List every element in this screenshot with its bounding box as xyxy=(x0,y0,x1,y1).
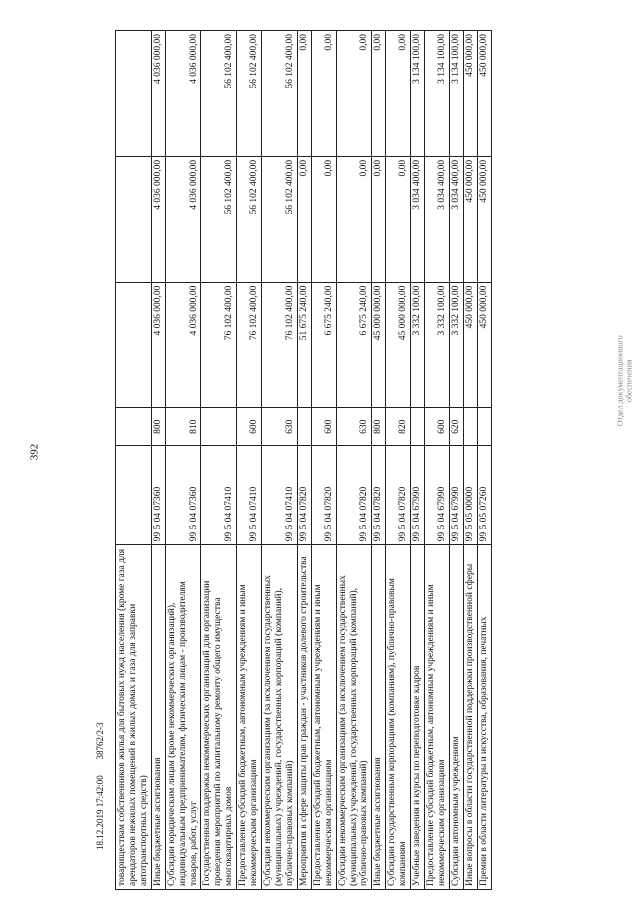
row-amount-1: 76 102 400,00 xyxy=(262,282,298,408)
row-expense-type xyxy=(463,408,477,446)
stamp-line-1: Отдел документационного xyxy=(615,335,625,427)
row-amount-3: 4 036 000,00 xyxy=(165,31,201,157)
row-amount-2: 3 034 400,00 xyxy=(425,156,450,282)
row-amount-2: 0,00 xyxy=(336,156,372,282)
table-row xyxy=(237,31,262,890)
row-expense-type: 810 xyxy=(165,408,201,446)
row-code: 99 5 04 07410 xyxy=(237,446,262,545)
row-expense-type: 620 xyxy=(449,408,463,446)
row-amount-3: 4 036 000,00 xyxy=(151,31,165,157)
row-code: 99 5 04 07820 xyxy=(336,446,372,545)
row-amount-1: 3 332 100,00 xyxy=(411,282,425,408)
row-code: 99 5 04 07410 xyxy=(262,446,298,545)
row-code: 99 5 04 07410 xyxy=(201,446,237,545)
row-amount-2: 450 000,00 xyxy=(463,156,477,282)
row-expense-type xyxy=(201,408,237,446)
row-code: 99 5 05 00000 xyxy=(463,446,477,545)
table-row xyxy=(386,31,411,890)
table-row xyxy=(151,31,165,890)
row-code: 99 5 04 07820 xyxy=(386,446,411,545)
row-expense-type: 630 xyxy=(262,408,298,446)
row-expense-type: 800 xyxy=(151,408,165,446)
row-code: 99 5 04 07820 xyxy=(372,446,386,545)
row-amount-2: 56 102 400,00 xyxy=(201,156,237,282)
row-name: Субсидии автономным учреждениям xyxy=(449,545,463,890)
row-name: товариществам собственников жилья для бытовых нужд населения (кроме газа для арендаторов нежилых помещений в жилых домах и газа для заправки автотранспортных средств) xyxy=(116,545,152,890)
row-name: Учебные заведения и курсы по переподготовке кадров xyxy=(411,545,425,890)
document-stamp xyxy=(617,335,635,426)
row-expense-type: 600 xyxy=(425,408,450,446)
table-row xyxy=(463,31,477,890)
row-amount-1: 76 102 400,00 xyxy=(237,282,262,408)
row-name: Иные бюджетные ассигнования xyxy=(151,545,165,890)
row-amount-3: 450 000,00 xyxy=(463,31,477,157)
row-amount-3: 56 102 400,00 xyxy=(262,31,298,157)
row-name: Субсидии государственным корпорациям (компаниям), публично-правовым компаниям xyxy=(386,545,411,890)
row-amount-2: 3 034 400,00 xyxy=(449,156,463,282)
row-amount-2: 4 036 000,00 xyxy=(165,156,201,282)
row-amount-3: 56 102 400,00 xyxy=(237,31,262,157)
row-name: Предоставление субсидий бюджетным, автономным учреждениям и иным некоммерческим организациям xyxy=(425,545,450,890)
row-expense-type: 600 xyxy=(311,408,336,446)
row-amount-2: 4 036 000,00 xyxy=(151,156,165,282)
budget-table-body xyxy=(116,31,492,890)
row-amount-2 xyxy=(116,156,152,282)
row-expense-type: 600 xyxy=(237,408,262,446)
row-code: 99 5 05 07260 xyxy=(477,446,491,545)
row-code: 99 5 04 07360 xyxy=(151,446,165,545)
row-name: Предоставление субсидий бюджетным, автономным учреждениям и иным некоммерческим организациям xyxy=(311,545,336,890)
table-row xyxy=(449,31,463,890)
table-row xyxy=(201,31,237,890)
row-amount-3: 0,00 xyxy=(372,31,386,157)
row-name: Субсидии некоммерческим организациям (за исключением государственных (муниципальных) учреждений, государственных корпораций (компаний), публично-правовых компаний) xyxy=(262,545,298,890)
row-code xyxy=(116,446,152,545)
row-amount-3: 0,00 xyxy=(386,31,411,157)
row-amount-1: 45 000 000,00 xyxy=(386,282,411,408)
table-row xyxy=(336,31,372,890)
row-amount-1: 51 675 240,00 xyxy=(297,282,311,408)
row-amount-1: 4 036 000,00 xyxy=(165,282,201,408)
page-number: 392 xyxy=(28,443,41,461)
row-name: Иные бюджетные ассигнования xyxy=(372,545,386,890)
row-amount-2: 0,00 xyxy=(386,156,411,282)
row-amount-1: 450 000,00 xyxy=(463,282,477,408)
row-expense-type: 630 xyxy=(336,408,372,446)
table-row xyxy=(411,31,425,890)
table-row xyxy=(116,31,152,890)
row-expense-type xyxy=(411,408,425,446)
row-code: 99 5 04 67990 xyxy=(425,446,450,545)
row-amount-2: 0,00 xyxy=(372,156,386,282)
row-amount-2: 0,00 xyxy=(297,156,311,282)
row-amount-2: 450 000,00 xyxy=(477,156,491,282)
table-row xyxy=(262,31,298,890)
row-name: Премии в области литературы и искусства, образования, печатных xyxy=(477,545,491,890)
row-amount-3: 450 000,00 xyxy=(477,31,491,157)
row-amount-2: 56 102 400,00 xyxy=(237,156,262,282)
row-expense-type xyxy=(116,408,152,446)
row-amount-1: 6 675 240,00 xyxy=(336,282,372,408)
row-amount-2: 56 102 400,00 xyxy=(262,156,298,282)
row-expense-type xyxy=(477,408,491,446)
row-expense-type: 800 xyxy=(372,408,386,446)
row-amount-1: 3 332 100,00 xyxy=(449,282,463,408)
row-amount-3: 3 134 100,00 xyxy=(449,31,463,157)
row-amount-3 xyxy=(116,31,152,157)
row-name: Иные вопросы в области государственной поддержки производственной сферы xyxy=(463,545,477,890)
row-amount-3: 3 134 100,00 xyxy=(425,31,450,157)
row-amount-3: 56 102 400,00 xyxy=(201,31,237,157)
budget-table xyxy=(115,30,492,890)
row-amount-1: 45 000 000,00 xyxy=(372,282,386,408)
row-amount-1: 450 000,00 xyxy=(477,282,491,408)
table-row xyxy=(165,31,201,890)
table-row xyxy=(425,31,450,890)
row-expense-type: 820 xyxy=(386,408,411,446)
footer-doc-id: 38762/2-3 xyxy=(95,722,105,760)
row-code: 99 5 04 67990 xyxy=(449,446,463,545)
row-amount-1: 4 036 000,00 xyxy=(151,282,165,408)
table-row xyxy=(477,31,491,890)
row-expense-type xyxy=(297,408,311,446)
row-amount-2: 3 034 400,00 xyxy=(411,156,425,282)
row-amount-3: 0,00 xyxy=(336,31,372,157)
row-amount-1: 6 675 240,00 xyxy=(311,282,336,408)
table-row xyxy=(311,31,336,890)
row-code: 99 5 04 07360 xyxy=(165,446,201,545)
row-code: 99 5 04 67990 xyxy=(411,446,425,545)
row-name: Субсидии юридическим лицам (кроме некоммерческих организаций), индивидуальным предпринимателям, физическим лицам - производителям товаров, работ, услуг xyxy=(165,545,201,890)
row-name: Государственная поддержка некоммерческих организаций для организации проведения мероприятий по капитальному ремонту общего имущества многоквартирных домов xyxy=(201,545,237,890)
row-amount-3: 0,00 xyxy=(311,31,336,157)
row-name: Предоставление субсидий бюджетным, автономным учреждениям и иным некоммерческим организациям xyxy=(237,545,262,890)
footer-datetime: 18.12.2019 17:42:00 xyxy=(95,775,105,850)
row-code: 99 5 04 07820 xyxy=(311,446,336,545)
page-footer xyxy=(95,722,105,850)
row-amount-1: 76 102 400,00 xyxy=(201,282,237,408)
row-name: Субсидии некоммерческим организациям (за исключением государственных (муниципальных) учреждений, государственных корпораций (компаний), публично-правовых компаний) xyxy=(336,545,372,890)
row-amount-2: 0,00 xyxy=(311,156,336,282)
stamp-line-2: обеспечения xyxy=(624,359,634,403)
row-code: 99 5 04 07820 xyxy=(297,446,311,545)
budget-table-container xyxy=(115,30,565,890)
row-name: Мероприятия в сфере защиты прав граждан - участников долевого строительства xyxy=(297,545,311,890)
row-amount-3: 3 134 100,00 xyxy=(411,31,425,157)
table-row xyxy=(297,31,311,890)
row-amount-1 xyxy=(116,282,152,408)
table-row xyxy=(372,31,386,890)
row-amount-3: 0,00 xyxy=(297,31,311,157)
row-amount-1: 3 332 100,00 xyxy=(425,282,450,408)
